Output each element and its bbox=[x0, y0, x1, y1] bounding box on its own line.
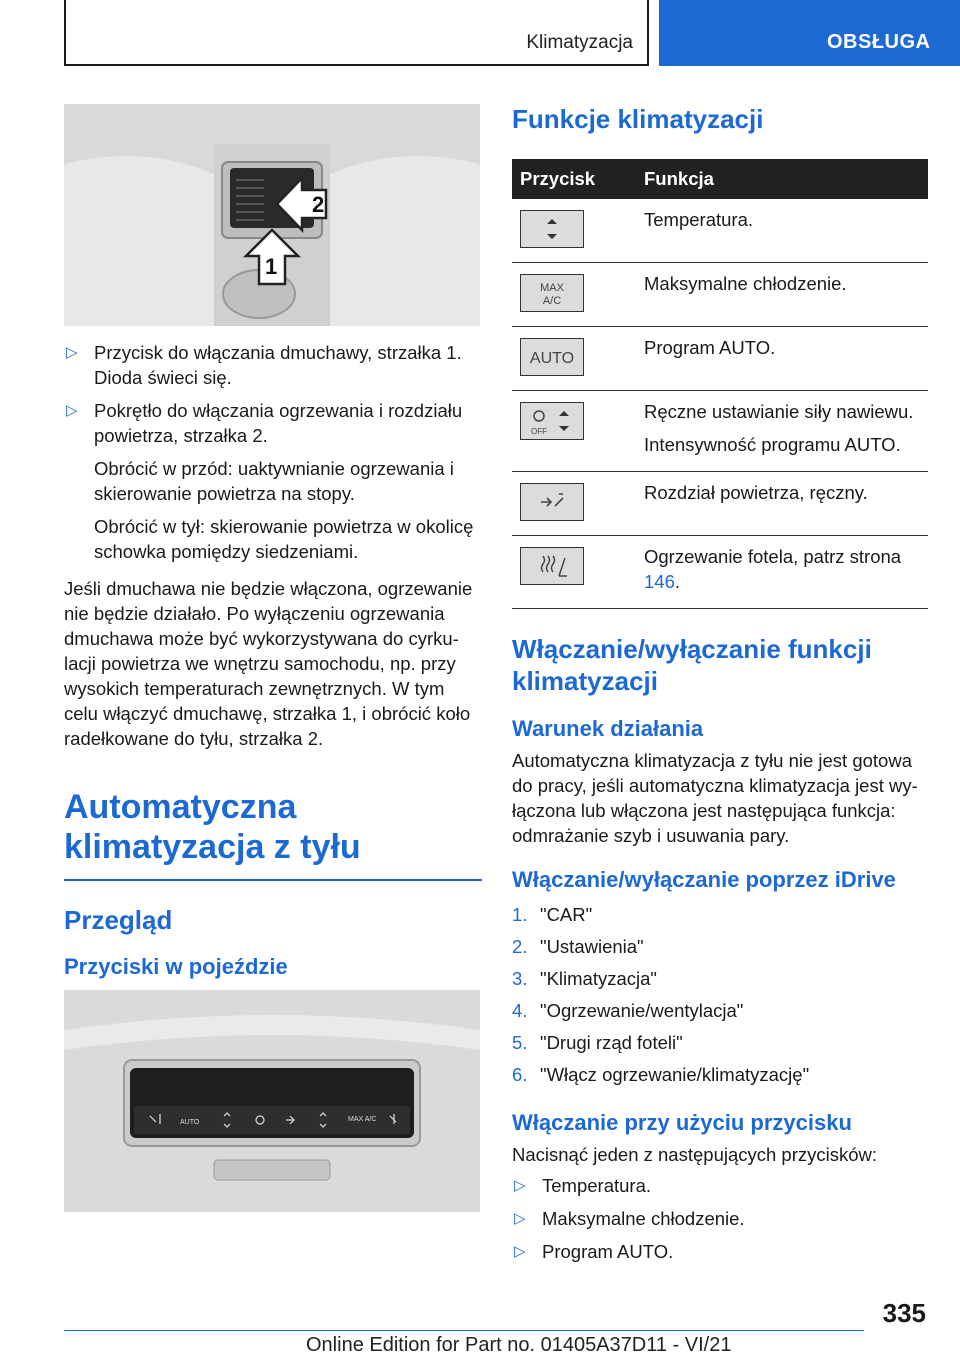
list-item bbox=[512, 1059, 928, 1091]
list-item bbox=[512, 1239, 928, 1264]
bullet-text: Temperatura. bbox=[542, 1175, 651, 1196]
footer-rule bbox=[64, 1330, 864, 1331]
control-panel-illustration bbox=[64, 990, 480, 1212]
overview-heading: Przegląd bbox=[64, 905, 173, 935]
button-bullet-list bbox=[512, 1173, 928, 1264]
table-header-button: Przycisk bbox=[512, 159, 636, 199]
header-section-box bbox=[64, 0, 649, 66]
list-item bbox=[64, 398, 482, 564]
button-intro: Nacisnąć jeden z następujących przycisków: bbox=[512, 1144, 878, 1165]
button-heading: Włączanie przy użyciu przycisku bbox=[512, 1110, 852, 1135]
bullet-text: Maksymalne chłodzenie. bbox=[542, 1208, 745, 1229]
triangle-bullet-icon: ▷ bbox=[66, 344, 78, 361]
step-number: 5. bbox=[512, 1032, 528, 1053]
step-text: "Ogrzewanie/wentylacja" bbox=[540, 1000, 744, 1021]
header-section-title: Klimatyzacja bbox=[526, 32, 633, 53]
auto-icon-label: AUTO bbox=[529, 350, 575, 367]
bullet-subtext: Obrócić w przód: uaktywnianie ogrzewania i skierowanie powietrza na stopy. bbox=[94, 458, 454, 504]
table-header-row bbox=[512, 159, 928, 199]
step-number: 6. bbox=[512, 1064, 528, 1085]
condition-heading: Warunek działania bbox=[512, 716, 704, 741]
function-text: Temperatura. bbox=[636, 199, 928, 263]
step-text: "CAR" bbox=[540, 904, 593, 925]
section-heading: Automatyczna klimatyzacja z tyłu bbox=[64, 787, 482, 881]
triangle-bullet-icon: ▷ bbox=[514, 1177, 526, 1194]
idrive-heading: Włączanie/wyłączanie poprzez iDrive bbox=[512, 867, 896, 892]
idrive-steps bbox=[512, 899, 928, 1091]
console-illustration bbox=[64, 104, 480, 326]
svg-text:A/C: A/C bbox=[542, 295, 562, 307]
air-distribution-icon bbox=[520, 483, 584, 521]
arrow-label-1: 1 bbox=[265, 254, 278, 279]
header-chapter-tab[interactable] bbox=[659, 0, 960, 66]
blower-bullet-list bbox=[64, 340, 482, 564]
list-item bbox=[512, 931, 928, 963]
function-text: Program AUTO. bbox=[636, 327, 928, 391]
function-text-suffix: . bbox=[674, 571, 681, 592]
buttons-heading: Przyciski w pojeździe bbox=[64, 954, 288, 979]
header-chapter-title: OBSŁUGA bbox=[827, 31, 931, 53]
right-column bbox=[512, 104, 928, 1272]
table-row bbox=[512, 327, 928, 391]
page-link[interactable]: 146 bbox=[644, 571, 675, 592]
functions-heading: Funkcje klimatyzacji bbox=[512, 104, 764, 134]
page-number: 335 bbox=[882, 1298, 926, 1328]
onoff-heading: Włączanie/wyłączanie funkcji klimatyzacji bbox=[512, 634, 872, 696]
list-item bbox=[512, 1027, 928, 1059]
arrow-label-2: 2 bbox=[312, 192, 325, 217]
function-text: Rozdział powietrza, ręczny. bbox=[636, 472, 928, 536]
svg-text:MAX: MAX bbox=[540, 282, 564, 294]
functions-table bbox=[512, 159, 928, 609]
fan-off-arrows-icon bbox=[520, 402, 584, 440]
step-text: "Drugi rząd foteli" bbox=[540, 1032, 683, 1053]
step-number: 2. bbox=[512, 936, 528, 957]
panel-auto-label: AUTO bbox=[180, 1119, 200, 1126]
step-number: 4. bbox=[512, 1000, 528, 1021]
bullet-text: Pokrętło do włączania ogrzewania i rozdziału powietrza, strzałka 2. bbox=[94, 400, 463, 446]
footer-edition: Online Edition for Part no. 01405A37D11 - VI/21 bbox=[306, 1334, 732, 1356]
panel-maxac-label: MAX A/C bbox=[348, 1116, 377, 1123]
table-header-function: Funkcja bbox=[636, 159, 928, 199]
off-label: OFF bbox=[531, 427, 547, 436]
list-item bbox=[512, 963, 928, 995]
condition-paragraph: Automatyczna klimatyzacja z tyłu nie jest gotowa do pracy, jeśli automatyczna klimatyzacja jest wyłączona lub włączona jest następująca funkcja: odmrażanie szyb i usuwania pary. bbox=[512, 750, 918, 846]
step-number: 3. bbox=[512, 968, 528, 989]
list-item bbox=[512, 1206, 928, 1231]
triangle-bullet-icon: ▷ bbox=[66, 402, 78, 419]
max-ac-icon bbox=[520, 274, 584, 312]
step-number: 1. bbox=[512, 904, 528, 925]
blower-paragraph: Jeśli dmuchawa nie będzie włączona, ogrzewanie nie będzie działało. Po wyłączeniu ogrzewania dmuchawa może być wykorzystywana do cyrkulacji powietrza we wnętrzu samochodu, np. przy wysokich temperaturach zewnętrznych. W tym celu włączyć dmuchawę, strzałka 1, i obrócić koło radełkowane do tyłu, strzałka 2. bbox=[64, 578, 473, 749]
function-text: Ogrzewanie fotela, patrz strona bbox=[644, 546, 902, 567]
triangle-bullet-icon: ▷ bbox=[514, 1210, 526, 1227]
function-text: Intensywność programu AUTO. bbox=[644, 434, 901, 455]
control-panel-photo bbox=[64, 990, 480, 1212]
table-row bbox=[512, 536, 928, 609]
blower-photo bbox=[64, 104, 480, 326]
function-text: Maksymalne chłodzenie. bbox=[636, 263, 928, 327]
function-text: Ręczne ustawianie siły nawiewu. bbox=[644, 401, 914, 422]
table-row bbox=[512, 391, 928, 472]
auto-icon bbox=[520, 338, 584, 376]
list-item bbox=[512, 1173, 928, 1198]
table-row bbox=[512, 263, 928, 327]
list-item bbox=[512, 995, 928, 1027]
step-text: "Ustawienia" bbox=[540, 936, 644, 957]
temperature-arrows-icon bbox=[520, 210, 584, 248]
bullet-text: Program AUTO. bbox=[542, 1241, 674, 1262]
bullet-subtext: Obrócić w tył: skierowanie powietrza w okolicę schowka pomiędzy siedzeniami. bbox=[94, 516, 474, 562]
bullet-text: Przycisk do włączania dmuchawy, strzałka 1. Dioda świeci się. bbox=[94, 342, 462, 388]
step-text: "Klimatyzacja" bbox=[540, 968, 657, 989]
left-column bbox=[64, 104, 482, 1212]
list-item bbox=[64, 340, 482, 390]
table-row bbox=[512, 199, 928, 263]
table-row bbox=[512, 472, 928, 536]
seat-heating-icon bbox=[520, 547, 584, 585]
step-text: "Włącz ogrzewanie/klimatyzację" bbox=[540, 1064, 810, 1085]
triangle-bullet-icon: ▷ bbox=[514, 1243, 526, 1260]
list-item bbox=[512, 899, 928, 931]
